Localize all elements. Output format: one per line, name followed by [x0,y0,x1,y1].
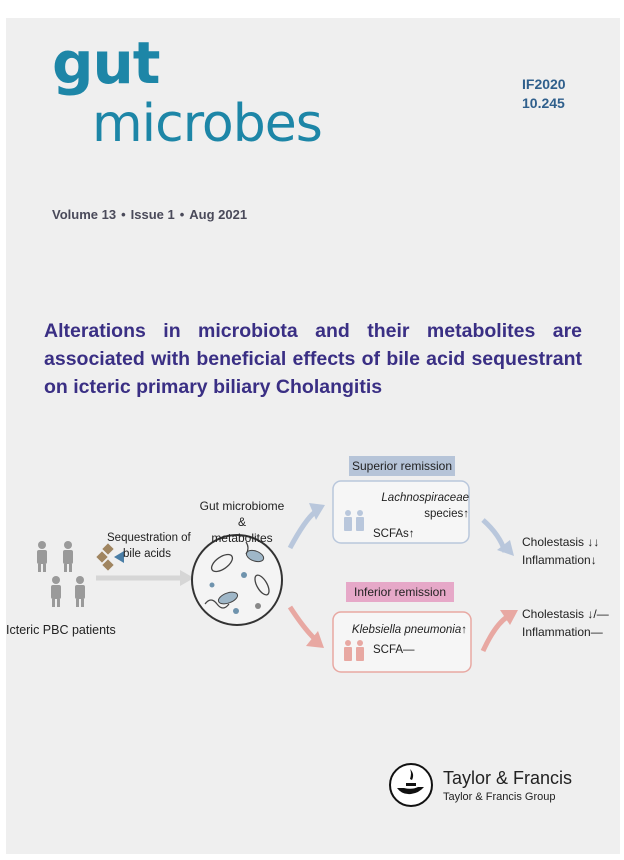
inferior-outcome-arrow-icon [483,617,507,651]
superior-arrow-icon [290,512,315,548]
inferior-arrow-icon [290,607,316,640]
microbiome-icon [192,535,282,625]
patients-label: Icteric PBC patients [6,623,116,637]
superior-taxon: Lachnospiraceae [381,492,469,504]
separator-dot: • [179,207,185,222]
impact-factor-value: 10.245 [522,95,565,111]
inferior-outcome-cholestasis: Cholestasis ↓/— [522,607,609,621]
inferior-outcome [522,605,609,641]
superior-taxon-change: species↑ [424,508,469,520]
publisher [443,768,572,803]
inferior-box-text [339,622,467,658]
inferior-scfa: SCFA— [373,644,415,656]
microbiome-label [196,498,288,546]
inferior-remission-tag: Inferior remission [346,582,454,602]
separator-dot: • [121,207,126,222]
publisher-name: Taylor & Francis [443,768,573,788]
publisher-group: Taylor & Francis Group [443,791,556,803]
inferior-outcome-inflammation: Inflammation— [522,625,603,639]
article-title: Alterations in microbiota and their metabolites are associated with beneficial effects of bile acid sequestrant on icteric primary biliary Cholangitis [44,320,582,398]
sequestration-arrow-icon [96,570,194,586]
superior-scfa: SCFAs↑ [373,528,415,540]
microbiome-line2: metabolites [211,531,273,545]
issue-date: Aug 2021 [189,207,248,222]
oil-lamp-icon [388,762,434,808]
superior-box-text [339,490,469,542]
volume: Volume 13 [52,207,117,222]
sequestration-line2: bile acids [123,548,171,560]
superior-outcome-inflammation: Inflammation↓ [522,553,597,567]
sequestration-label [107,530,191,562]
impact-factor-label: IF2020 [522,76,566,92]
patient-figures-icon [37,541,85,607]
superior-outcome-cholestasis: Cholestasis ↓↓ [522,535,600,549]
journal-logo-microbes: microbes [92,94,322,154]
issue-number: Issue 1 [130,207,175,222]
microbiome-line1: Gut microbiome & [199,499,285,529]
inferior-taxon-change: ↑ [461,624,467,636]
sequestration-line1: Sequestration of [107,532,191,544]
inferior-taxon: Klebsiella pneumonia [351,624,462,636]
superior-outcome [522,533,599,569]
superior-remission-tag: Superior remission [349,456,455,476]
journal-logo-gut: gut [52,29,160,97]
